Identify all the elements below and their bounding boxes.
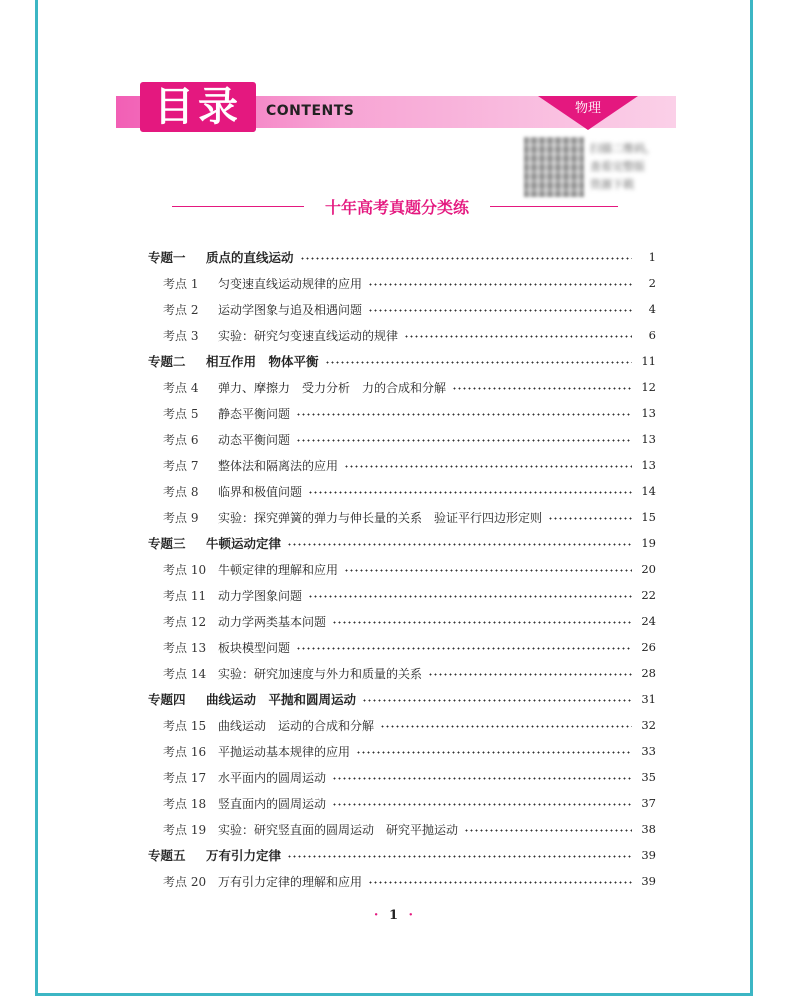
point-number: 考点 1	[163, 276, 199, 291]
point-number: 考点 18	[163, 796, 207, 811]
point-number: 考点 9	[163, 510, 199, 525]
entry-page: 2	[648, 276, 656, 290]
toc-chapter[interactable]	[148, 686, 656, 712]
entry-page: 38	[641, 822, 656, 836]
toc-entry[interactable]	[148, 556, 656, 582]
section-divider-left	[172, 206, 304, 207]
toc-entry[interactable]	[148, 738, 656, 764]
point-number: 考点 13	[163, 640, 207, 655]
entry-page: 24	[641, 614, 656, 628]
dot-leader	[287, 543, 632, 546]
page-title: 目录	[140, 82, 256, 132]
dot-leader	[332, 777, 632, 780]
entry-title: 实验：研究竖直面的圆周运动 研究平抛运动	[218, 822, 459, 837]
point-number: 考点 5	[163, 406, 199, 421]
entry-title: 实验：研究加速度与外力和质量的关系	[218, 666, 423, 681]
dot-leader	[344, 569, 632, 572]
entry-page: 1	[648, 250, 656, 264]
dot-leader	[344, 465, 632, 468]
toc-entry[interactable]	[148, 322, 656, 348]
toc-entry[interactable]	[148, 582, 656, 608]
dot-leader	[362, 699, 632, 702]
entry-page: 13	[641, 432, 656, 446]
dot-leader	[296, 413, 632, 416]
entry-page: 13	[641, 406, 656, 420]
entry-title: 动力学两类基本问题	[218, 614, 327, 629]
chapter-number: 专题五	[148, 848, 186, 863]
point-number: 考点 8	[163, 484, 199, 499]
entry-page: 13	[641, 458, 656, 472]
entry-title: 曲线运动 运动的合成和分解	[218, 718, 375, 733]
point-number: 考点 10	[163, 562, 207, 577]
point-number: 考点 4	[163, 380, 199, 395]
chapter-number: 专题四	[148, 692, 186, 707]
entry-title: 动态平衡问题	[218, 432, 291, 447]
entry-page: 31	[641, 692, 656, 706]
section-divider-right	[490, 206, 618, 207]
toc-entry[interactable]	[148, 634, 656, 660]
toc-entry[interactable]	[148, 374, 656, 400]
dot-leader	[428, 673, 632, 676]
entry-page: 6	[648, 328, 656, 342]
toc-entry[interactable]	[148, 816, 656, 842]
entry-title: 临界和极值问题	[218, 484, 303, 499]
dot-leader	[464, 829, 632, 832]
entry-title: 万有引力定律	[206, 848, 282, 863]
qr-caption: 扫描二维码， 查看完整版 资源下载	[590, 142, 656, 191]
entry-page: 15	[641, 510, 656, 524]
toc-entry[interactable]	[148, 790, 656, 816]
dot-leader	[368, 309, 632, 312]
dot-leader	[368, 283, 632, 286]
toc-entry[interactable]	[148, 660, 656, 686]
entry-title: 匀变速直线运动规律的应用	[218, 276, 363, 291]
chapter-number: 专题二	[148, 354, 186, 369]
point-number: 考点 17	[163, 770, 207, 785]
dot-leader	[308, 595, 632, 598]
entry-title: 牛顿运动定律	[206, 536, 282, 551]
subject-label: 物理	[574, 101, 601, 116]
entry-page: 4	[648, 302, 656, 316]
point-number: 考点 14	[163, 666, 207, 681]
point-number: 考点 20	[163, 874, 207, 889]
entry-page: 32	[641, 718, 656, 732]
entry-title: 实验：研究匀变速直线运动的规律	[218, 328, 399, 343]
toc-chapter[interactable]	[148, 530, 656, 556]
dot-leader	[325, 361, 632, 364]
chapter-number: 专题一	[148, 250, 186, 265]
toc-chapter[interactable]	[148, 244, 656, 270]
entry-page: 33	[641, 744, 656, 758]
entry-title: 运动学图象与追及相遇问题	[218, 302, 363, 317]
dot-leader	[368, 881, 632, 884]
point-number: 考点 11	[163, 588, 207, 603]
entry-title: 万有引力定律的理解和应用	[218, 874, 363, 889]
toc-entry[interactable]	[148, 478, 656, 504]
point-number: 考点 7	[163, 458, 199, 473]
toc-entry[interactable]	[148, 452, 656, 478]
dot-leader	[548, 517, 632, 520]
dot-leader	[404, 335, 632, 338]
toc-entry[interactable]	[148, 400, 656, 426]
entry-title: 质点的直线运动	[206, 250, 294, 265]
entry-title: 板块模型问题	[218, 640, 291, 655]
dot-leader	[296, 647, 632, 650]
entry-title: 平抛运动基本规律的应用	[218, 744, 351, 759]
point-number: 考点 6	[163, 432, 199, 447]
point-number: 考点 2	[163, 302, 199, 317]
entry-page: 19	[641, 536, 656, 550]
entry-page: 39	[641, 848, 656, 862]
dot-leader	[356, 751, 632, 754]
entry-page: 37	[641, 796, 656, 810]
toc-chapter[interactable]	[148, 842, 656, 868]
section-title: 十年高考真题分类练	[324, 198, 469, 217]
entry-title: 弹力、摩擦力 受力分析 力的合成和分解	[218, 380, 447, 395]
entry-title: 曲线运动 平抛和圆周运动	[206, 692, 357, 707]
entry-page: 28	[641, 666, 656, 680]
toc-entry[interactable]	[148, 764, 656, 790]
entry-page: 26	[641, 640, 656, 654]
dot-leader	[452, 387, 632, 390]
dot-leader	[380, 725, 632, 728]
toc-entry[interactable]	[148, 504, 656, 530]
entry-title: 相互作用 物体平衡	[206, 354, 319, 369]
entry-title: 动力学图象问题	[218, 588, 303, 603]
toc-chapter[interactable]	[148, 348, 656, 374]
toc-entry[interactable]	[148, 868, 656, 894]
toc-entry[interactable]	[148, 296, 656, 322]
dot-leader	[287, 855, 632, 858]
entry-page: 12	[641, 380, 656, 394]
point-number: 考点 19	[163, 822, 207, 837]
entry-page: 22	[641, 588, 656, 602]
dot-leader	[300, 257, 632, 260]
entry-page: 39	[641, 874, 656, 888]
dot-leader	[332, 803, 632, 806]
qr-code-icon	[524, 137, 584, 197]
entry-page: 35	[641, 770, 656, 784]
entry-title: 牛顿定律的理解和应用	[218, 562, 339, 577]
page-number: · 1 ·	[373, 908, 417, 923]
entry-title: 水平面内的圆周运动	[218, 770, 327, 785]
contents-label: CONTENTS	[266, 103, 355, 119]
entry-title: 实验：探究弹簧的弹力与伸长量的关系 验证平行四边形定则	[218, 510, 543, 525]
toc-entry[interactable]	[148, 608, 656, 634]
toc-entry[interactable]	[148, 426, 656, 452]
chapter-number: 专题三	[148, 536, 186, 551]
entry-title: 静态平衡问题	[218, 406, 291, 421]
point-number: 考点 16	[163, 744, 207, 759]
dot-leader	[332, 621, 632, 624]
entry-page: 20	[641, 562, 656, 576]
dot-leader	[308, 491, 632, 494]
table-of-contents	[148, 244, 656, 894]
point-number: 考点 3	[163, 328, 199, 343]
toc-entry[interactable]	[148, 270, 656, 296]
entry-page: 11	[641, 354, 656, 368]
entry-title: 竖直面内的圆周运动	[218, 796, 327, 811]
point-number: 考点 12	[163, 614, 207, 629]
point-number: 考点 15	[163, 718, 207, 733]
entry-page: 14	[641, 484, 656, 498]
dot-leader	[296, 439, 632, 442]
entry-title: 整体法和隔离法的应用	[218, 458, 339, 473]
toc-entry[interactable]	[148, 712, 656, 738]
